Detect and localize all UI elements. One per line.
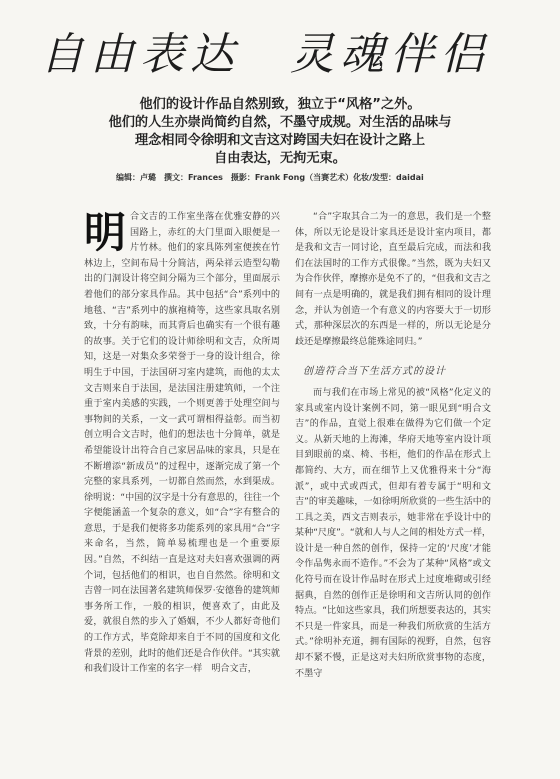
page-title: 自由表达 灵魂伴侣 (40, 29, 490, 80)
credits-line: 编辑：卢璐 撰文：Frances 摄影：Frank Fong（当赛艺术）化妆/发型：daidai (116, 173, 424, 182)
drop-cap: 明 (84, 208, 127, 257)
article-body-right-part2: 而与我们在市场上常见的被“风格”化定义的家具或室内设计案例不同，第一眼见到“明合文吉”的作品，直觉上很难在做得为它们做一个定义。从新天地的上海滩，华府天地等室内设计项目到眼前的桌、椅、书柜，他们的作品在形式上都简约、大方，而在细节上又优雅得来十分“海派”，或中式或西式，但却有着专属于“明和文吉”的审美趣味，一如徐明所欣赏的一些生活中的工具之美，西文吉则表示，她非常在乎设计中的某种“尺度”。“就和人与人之间的相处方式一样，设计是一种自然的创作，保持一定的‘尺度’才能令作品隽永而不造作。”不会为了某种“风格”或文化符号而在设计作品时在形式上过度堆砌或引经据典，自然的创作正是徐明和文吉所认同的创作特点。“比如这些家具，我们所想要表达的，其实不只是一件家具，而是一种我们所欣赏的生活方式。”徐明补充道，拥有国际的视野，自然，包容却不紧不慢，正是这对夫妇所欣赏事物的态度，不墨守 (295, 387, 492, 679)
article-column-right (295, 210, 491, 682)
intro-line: 他们的设计作品自然别致，独立于“风格”之外。 (139, 97, 421, 112)
section-subheading: 创造符合当下生活方式的设计 (303, 366, 446, 378)
article-body-left: 合文吉的工作室坐落在优雅安静的兴国路上，赤红的大门里面入眼便是一片竹林。他们的家具陈列室便挨在竹林边上，空间布局十分简洁，两朵祥云造型勾勒出的门洞设计将空间分隔为三个部分，里面展示着他们的部分家具作品。其中包括“合”系列中的地毯、“吉”系列中的旗袍椅等，这些家具取名别致，十分有韵味，而其背后也确实有一个很有趣的故事。关于它们的设计师徐明和文吉，众所周知，这是一对集众多荣誉于一身的设计组合，徐明生于中国，于法国研习室内建筑，而他的太太文吉则来自于法国，是法国注册建筑师，一个注重于室内美感的实践，一个则更善于处理空间与事物间的关系，一文一武可谓相得益彰。而当初创立明合文吉时，他们的想法也十分简单，就是希望能设计出符合自己家居品味的家具，只是在不断增添“新成员”的过程中，逐渐完成了第一个完整的家具系列，一切都自然而然，水到渠成。徐明说：“中国的汉字是十分有意思的，往往一个字便能涵盖一个复杂的意义，如“合”字有整合的意思，于是我们便将多功能系列的家具用“合”字来命名，当然，简单易梳理也是一个重要原因。”自然，不纠结一直是这对夫妇喜欢强调的两个词，包括他们的相识，也自自然然。徐明和文吉曾一同在法国著名建筑师保罗·安德鲁的建筑师事务所工作，一般的相识，便喜欢了，由此及爱，就很自然的步入了婚姻，不少人都好奇他们的工作方式，毕竟除却来自于不同的国度和文化背景的差别，此时的他们还是合作伙伴。“其实就和我们设计工作室的名字一样 明合文吉， (84, 212, 280, 675)
article-column-left (84, 210, 280, 678)
intro-line: 他们的人生亦崇尚简约自然，不墨守成规。对生活的品味与 (108, 115, 452, 130)
article-body-right-part1: “合”字取其合二为一的意思，我们是一个整体，所以无论是设计家具还是设计室内项目，都是我和文吉一同讨论，直至最后完成，而法和我们在法国时的工作方式很像。”当然，既为夫妇又为合作伙伴，摩擦亦是免不了的，“但我和文吉之间有一点是明确的，就是我们拥有相同的设计理念，并认为创造一个有意义的内容要大于一切形式，那种深层次的东西是一样的，所以无论是分歧还是摩擦最终总能殊途同归。” (295, 212, 491, 347)
intro-line: 理念相同令徐明和文吉这对跨国夫妇在设计之路上 (134, 133, 426, 148)
intro-line: 自由表达，无拘无束。 (214, 151, 346, 166)
intro-paragraph (60, 96, 500, 168)
